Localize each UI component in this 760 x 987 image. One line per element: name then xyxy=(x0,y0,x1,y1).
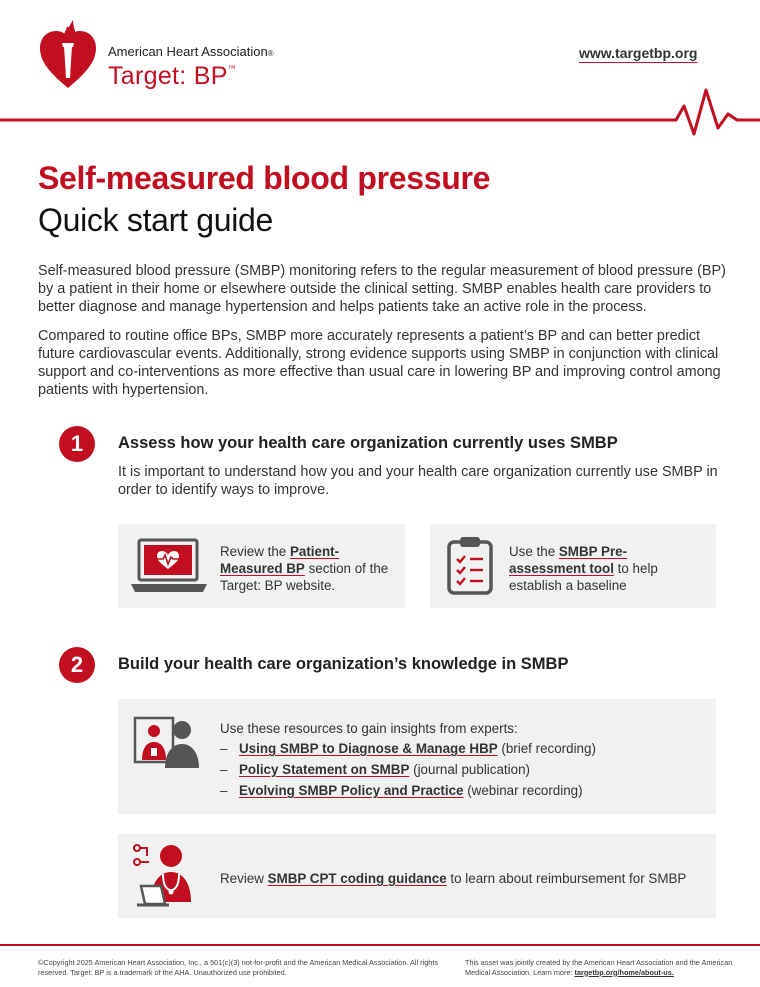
card-expert-resources-text xyxy=(220,720,700,803)
heartbeat-line-divider xyxy=(0,84,760,142)
page-title: Self-measured blood pressure xyxy=(38,160,491,196)
resource-list xyxy=(220,740,700,799)
patient-measured-bp-link[interactable]: Patient-Measured BP xyxy=(220,544,340,576)
intro-paragraph-2: Compared to routine office BPs, SMBP more accurately represents a patient’s BP and can better predict future cardiovascular events. Additionally, strong evidence supports using SMBP in conjunction with clinical support and co-interventions as more effective than usual care in lowering BP and improving control among patients with hypertension. xyxy=(38,328,721,398)
aha-heart-torch-logo xyxy=(36,16,100,92)
clinician-laptop-icon xyxy=(133,842,197,910)
cpt-coding-guidance-link[interactable]: SMBP CPT coding guidance xyxy=(267,871,447,886)
org-name: American Heart Association® xyxy=(108,44,274,59)
intro-paragraph-1: Self-measured blood pressure (SMBP) monitoring refers to the regular measurement of blood pressure (BP) by a patient in their home or elsewhere outside the clinical setting. SMBP enables health care providers to better diagnose and manage hypertension and helps patients take an active role in the process. xyxy=(38,263,726,315)
site-url-link[interactable]: www.targetbp.org xyxy=(579,45,698,61)
step-2-badge: 2 xyxy=(59,647,95,683)
resource-item: – Evolving SMBP Policy and Practice (webinar recording) xyxy=(220,783,583,798)
brand-name: Target: BP™ xyxy=(108,62,237,90)
policy-statement-link[interactable]: Policy Statement on SMBP xyxy=(239,762,410,777)
smbp-preassessment-link[interactable]: SMBP Pre-assessment tool xyxy=(509,544,628,576)
step-1-description: It is important to understand how you and your health care organization currently use SMBP in order to identify ways to improve. xyxy=(118,464,718,498)
resource-item: – Using SMBP to Diagnose & Manage HBP (brief recording) xyxy=(220,741,596,756)
card-patient-measured-bp-text: Review the Patient-Measured BP section of the Target: BP website. xyxy=(220,544,389,593)
footer-copyright: ©Copyright 2025 American Heart Association, Inc., a 501(c)(3) not-for-profit and the American Medical Association. All rights reserved. Target: BP is a trademark of the AHA. Unauthorized use prohibited. xyxy=(38,958,439,977)
footer-divider xyxy=(0,944,760,946)
card-smbp-preassessment-text: Use the SMBP Pre-assessment tool to help establish a baseline xyxy=(509,544,658,593)
step-2-title: Build your health care organization’s knowledge in SMBP xyxy=(118,655,569,673)
smbp-diagnose-manage-link[interactable]: Using SMBP to Diagnose & Manage HBP xyxy=(239,741,498,756)
card-cpt-coding-text: Review SMBP CPT coding guidance to learn about reimbursement for SMBP xyxy=(220,871,687,886)
evolving-policy-link[interactable]: Evolving SMBP Policy and Practice xyxy=(239,783,464,798)
resources-intro: Use these resources to gain insights from experts: xyxy=(220,721,518,736)
step-1-badge: 1 xyxy=(59,426,95,462)
about-us-link[interactable]: targetbp.org/home/about-us. xyxy=(574,967,674,977)
footer-attribution: This asset was jointly created by the American Heart Association and the American Medical Association. Learn more: targetbp.org/home/about-us. xyxy=(465,958,733,977)
page-subtitle: Quick start guide xyxy=(38,202,274,238)
laptop-heart-icon xyxy=(129,537,209,595)
resource-item: – Policy Statement on SMBP (journal publication) xyxy=(220,762,530,777)
video-consult-icon xyxy=(133,714,205,770)
clipboard-checklist-icon xyxy=(446,534,494,596)
step-1-title: Assess how your health care organization currently uses SMBP xyxy=(118,434,618,452)
